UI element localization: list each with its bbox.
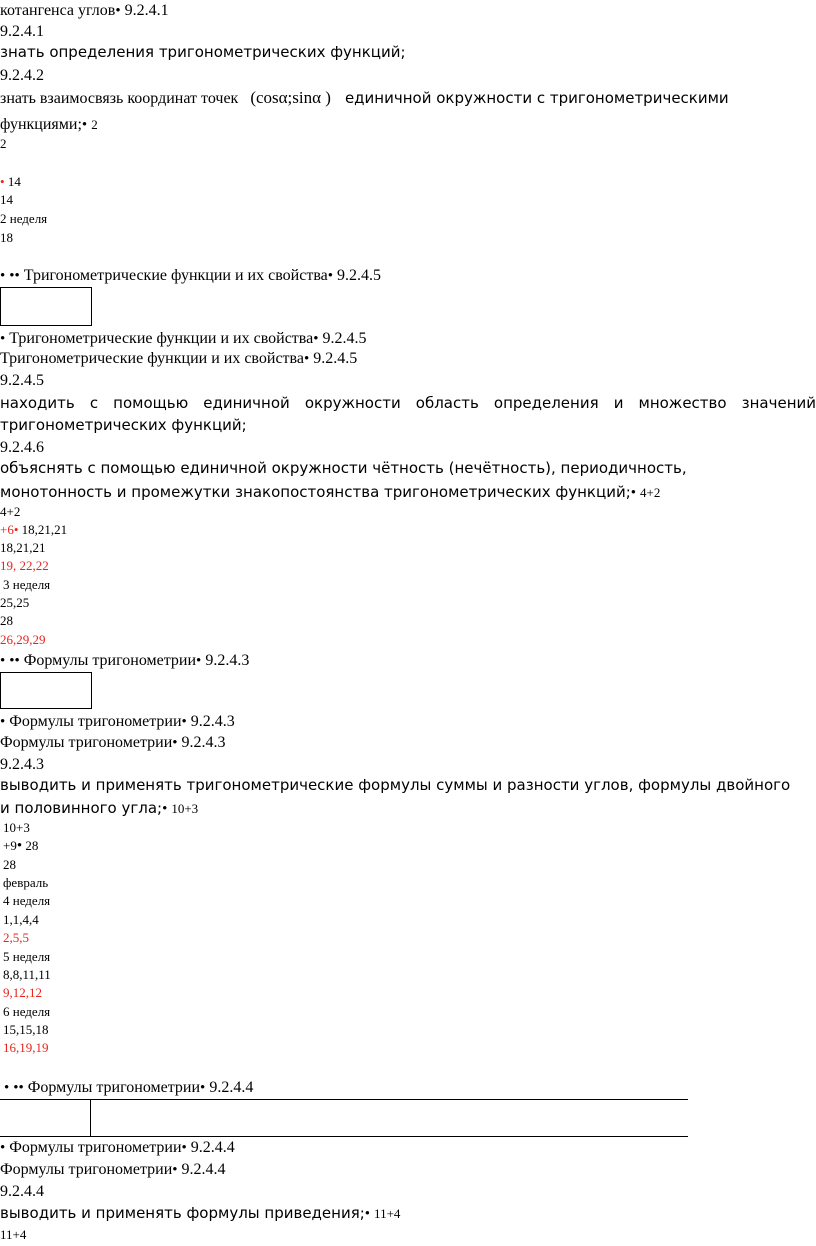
text-line: 2 — [0, 136, 7, 151]
month-label: февраль — [3, 875, 49, 890]
bullet-icon: • — [16, 838, 23, 854]
text-span: Формулы тригонометрии — [0, 1161, 173, 1178]
text-span: Формулы тригонометрии — [27, 1079, 201, 1096]
table-cell — [0, 287, 92, 326]
text-span: 11+4 — [374, 1206, 401, 1221]
objective-line — [0, 801, 198, 817]
objective-text: объяснять с помощью единичной окружности чётность (нечётность), периодичность, — [0, 459, 687, 477]
text-span: знать взаимосвязь координат точек — [0, 90, 239, 107]
bullet-icon: • — [13, 522, 19, 537]
text-span: Формулы тригонометрии — [23, 652, 197, 669]
week-label: 3 неделя — [3, 577, 51, 592]
section-title — [0, 268, 381, 284]
text-line — [3, 839, 38, 854]
text-line: 18,21,21 — [0, 540, 46, 555]
table-border — [90, 1099, 91, 1136]
table-border — [0, 1136, 688, 1137]
text-span: Формулы тригонометрии — [0, 734, 173, 751]
bullet-icon: • — [181, 1140, 187, 1156]
text-span: 18,21,21 — [21, 522, 68, 537]
bullet-icon: • — [0, 653, 6, 669]
bullet-icon: • — [364, 1206, 371, 1222]
text-span: +6 — [0, 522, 14, 537]
text-span: котангенса углов — [0, 2, 116, 19]
objective-text: находить с помощью единичной окружности область определения и множество значений — [0, 394, 816, 412]
bullet-icon: • — [0, 268, 6, 284]
text-span: Формулы тригонометрии — [9, 1139, 182, 1156]
text-line: 1,1,4,4 — [3, 912, 39, 927]
text-span: 10+3 — [171, 801, 199, 816]
text-line: 16,19,19 — [3, 1040, 49, 1055]
text-line: 25,25 — [0, 595, 30, 610]
text-line: 19, 22,22 — [0, 558, 49, 573]
text-span: 9.2.4.1 — [124, 2, 169, 19]
text-span: 14 — [7, 174, 21, 189]
text-line — [0, 523, 67, 536]
formula: (cosα;sinα ) — [250, 88, 331, 107]
text-span: Тригонометрические функции и их свойства — [0, 350, 304, 367]
text-span: функциями; — [0, 116, 82, 133]
bullet-icon: • — [196, 653, 202, 669]
text-span: 9.2.4.5 — [322, 330, 367, 347]
bullet-icon: • — [115, 3, 121, 19]
bullet-icon: • — [81, 117, 88, 133]
section-title — [0, 1140, 235, 1156]
objective-text: знать определения тригонометрических функций; — [0, 43, 406, 61]
text-line: 8,8,11,11 — [3, 967, 51, 982]
text-line — [0, 117, 98, 133]
text-line: 14 — [0, 192, 13, 207]
text-line: 10+3 — [3, 820, 30, 835]
text-line — [0, 175, 21, 188]
objective-text: тригонометрических функций; — [0, 416, 247, 434]
text-span: Тригонометрические функции и их свойства — [23, 267, 328, 284]
section-title — [0, 331, 367, 347]
text-span: 9.2.4.3 — [181, 734, 226, 751]
week-label: 6 неделя — [3, 1004, 51, 1019]
bullet-icon: • — [0, 331, 6, 347]
section-title — [4, 1080, 253, 1096]
table-cell — [0, 672, 92, 709]
section-title — [0, 714, 235, 730]
objective-code: 9.2.4.3 — [0, 756, 44, 773]
objective-line — [0, 89, 729, 107]
bullet-icon: • — [327, 268, 334, 284]
text-line: 18 — [0, 230, 13, 245]
bullet-icon: • — [0, 714, 6, 730]
bullet-icon: • — [181, 714, 187, 730]
objective-line — [0, 1206, 400, 1222]
table-border — [0, 1099, 688, 1100]
bullet-icon: • — [0, 1140, 6, 1156]
text-line: 9,12,12 — [3, 985, 42, 1000]
bullet-icon: • — [162, 801, 168, 817]
bullet-icon: • — [172, 735, 178, 751]
bullet-icon: • — [0, 174, 5, 189]
bullet-icon: • — [630, 485, 637, 501]
text-span: Формулы тригонометрии — [9, 713, 182, 730]
text-span: 9.2.4.4 — [209, 1079, 254, 1096]
bullet-icon: •• — [13, 1080, 24, 1096]
text-line: 9.2.4.1 — [0, 23, 44, 40]
text-span: 9.2.4.4 — [190, 1139, 235, 1156]
text-span: 2 — [91, 117, 98, 132]
week-label: 4 неделя — [3, 893, 51, 908]
section-title — [0, 653, 249, 669]
text-span: 9.2.4.5 — [313, 350, 358, 367]
text-line: 11+4 — [0, 1227, 27, 1242]
text-line: 28 — [3, 857, 16, 872]
bullet-icon: •• — [9, 653, 20, 669]
text-line: 28 — [0, 613, 13, 628]
text-span: единичной окружности с тригонометрическими — [344, 89, 729, 107]
text-span: 9.2.4.3 — [205, 652, 250, 669]
week-label: 5 неделя — [3, 949, 51, 964]
objective-line — [0, 485, 660, 501]
bullet-icon: • — [4, 1080, 10, 1096]
text-span: 9.2.4.5 — [337, 267, 382, 284]
bullet-icon: • — [200, 1080, 206, 1096]
text-span: 28 — [25, 838, 39, 853]
text-span: 4+2 — [640, 485, 661, 500]
text-span: +9 — [3, 838, 17, 853]
objective-text: выводить и применять тригонометрические формулы суммы и разности углов, формулы двойного — [0, 776, 791, 794]
objective-code: 9.2.4.6 — [0, 439, 44, 456]
section-title — [0, 1162, 226, 1178]
text-span: выводить и применять формулы приведения; — [0, 1204, 365, 1222]
text-line: 26,29,29 — [0, 632, 46, 647]
text-line: 4+2 — [0, 504, 21, 519]
section-title — [0, 735, 226, 751]
text-span: 9.2.4.3 — [190, 713, 235, 730]
week-label: 2 неделя — [0, 211, 48, 226]
text-span: 9.2.4.4 — [181, 1161, 226, 1178]
objective-code: 9.2.4.5 — [0, 372, 44, 389]
objective-code: 9.2.4.2 — [0, 67, 44, 84]
text-line — [0, 3, 169, 19]
section-title — [0, 351, 357, 367]
text-line: 2,5,5 — [3, 930, 29, 945]
bullet-icon: • — [313, 331, 319, 347]
text-span: и половинного угла; — [0, 799, 163, 817]
text-span: Тригонометрические функции и их свойства — [9, 330, 314, 347]
text-line: 15,15,18 — [3, 1022, 49, 1037]
objective-code: 9.2.4.4 — [0, 1183, 44, 1200]
bullet-icon: • — [172, 1162, 178, 1178]
text-span: монотонность и промежутки знакопостоянства тригонометрических функций; — [0, 483, 631, 501]
bullet-icon: • — [303, 351, 310, 367]
bullet-icon: •• — [9, 268, 20, 284]
